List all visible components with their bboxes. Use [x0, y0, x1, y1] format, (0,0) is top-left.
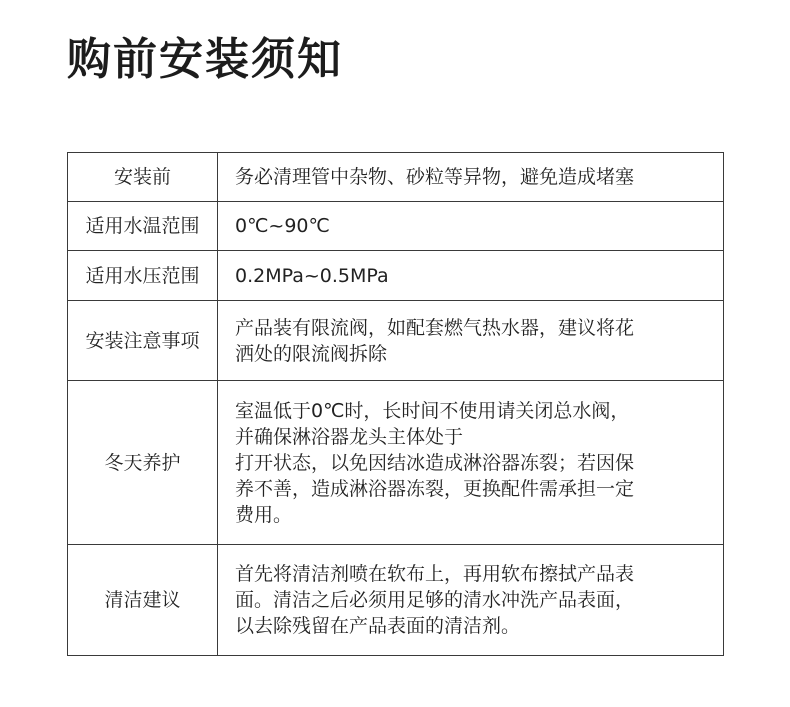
- row-value-line: 并确保淋浴器龙头主体处于: [235, 425, 464, 448]
- row-value: [218, 301, 724, 381]
- row-value-line: 产品装有限流阀，如配套燃气热水器，建议将花: [235, 316, 635, 339]
- row-value-line: 洒处的限流阀拆除: [235, 342, 388, 365]
- table-row-cleaning-advice: [68, 545, 724, 656]
- row-label: 清洁建议: [68, 545, 218, 656]
- row-label: 适用水压范围: [68, 251, 218, 301]
- table-row-water-pressure: [68, 251, 724, 301]
- row-value-line: 0.2MPa~0.5MPa: [235, 264, 389, 287]
- row-value-line: 首先将清洁剂喷在软布上，再用软布擦拭产品表: [235, 563, 635, 585]
- row-value-line: 务必清理管中杂物、砂粒等异物，避免造成堵塞: [235, 166, 635, 188]
- row-value-line: 养不善，造成淋浴器冻裂，更换配件需承担一定: [235, 477, 635, 500]
- page-title: 购前安装须知: [67, 34, 343, 85]
- row-label: 安装注意事项: [68, 301, 218, 381]
- row-value-line: 0℃~90℃: [235, 215, 330, 237]
- row-value: [218, 251, 724, 301]
- row-value-line: 以去除残留在产品表面的清洁剂。: [235, 615, 521, 637]
- table-row-winter-maintenance: [68, 381, 724, 545]
- row-label: 冬天养护: [68, 381, 218, 545]
- installation-notes-table: [67, 152, 724, 656]
- table-row-water-temperature: [68, 202, 724, 251]
- row-label: 适用水温范围: [68, 202, 218, 251]
- table-row-installation-precautions: [68, 301, 724, 381]
- row-value: [218, 153, 724, 202]
- row-value: [218, 545, 724, 656]
- row-value-line: 室温低于0℃时，长时间不使用请关闭总水阀，: [235, 399, 630, 422]
- row-value: [218, 202, 724, 251]
- row-value-line: 打开状态，以免因结冰造成淋浴器冻裂；若因保: [235, 451, 635, 474]
- table-row-before-installation: [68, 153, 724, 202]
- row-label: 安装前: [68, 153, 218, 202]
- row-value-line: 面。清洁之后必须用足够的清水冲洗产品表面，: [235, 589, 635, 611]
- row-value: [218, 381, 724, 545]
- row-value-line: 费用。: [235, 503, 293, 526]
